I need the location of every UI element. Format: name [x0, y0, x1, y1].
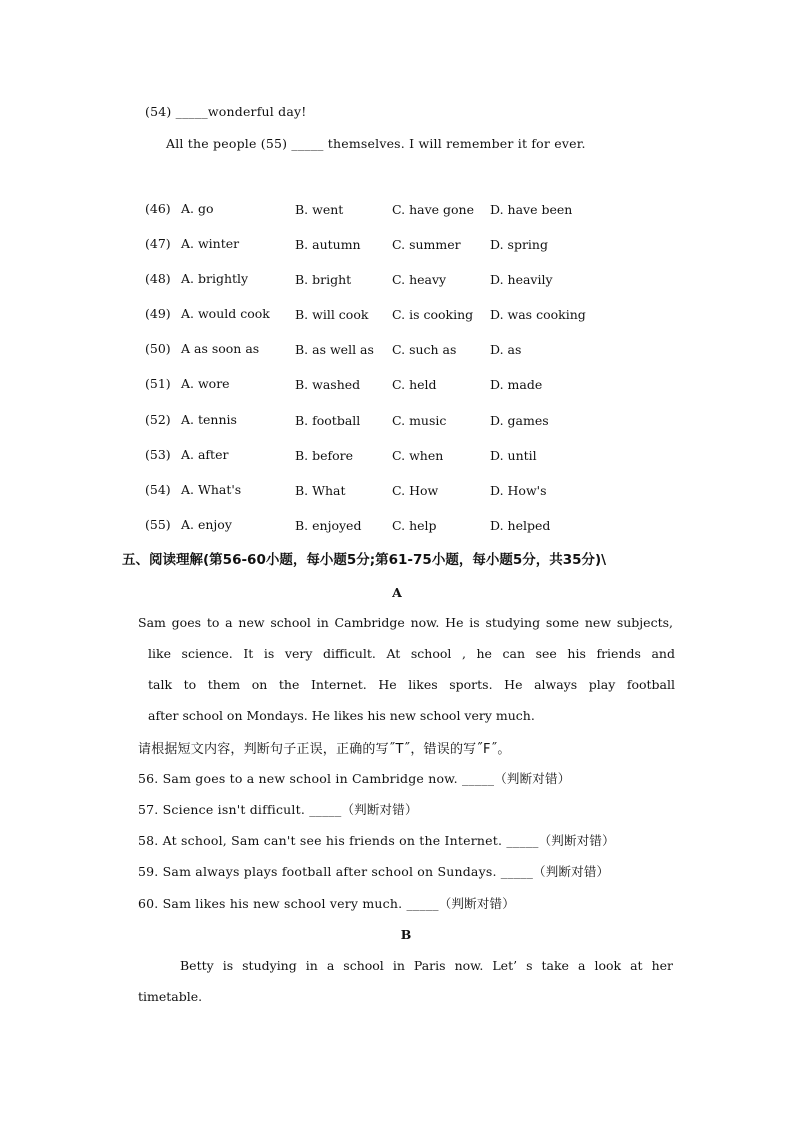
- option-c: C. held: [392, 377, 437, 392]
- tf-question: 60. Sam likes his new school very much. _____（判断对错）: [138, 896, 515, 911]
- option-b: B. enjoyed: [295, 518, 362, 533]
- option-c: C. heavy: [392, 272, 447, 287]
- question-number: (50): [145, 341, 171, 356]
- part-a-passage-line: Sam goes to a new school in Cambridge now. He is studying some new subjects,: [138, 615, 673, 630]
- option-b: B. went: [295, 202, 344, 217]
- option-c: C. when: [392, 448, 444, 463]
- question-number: (52): [145, 412, 171, 427]
- option-d: D. spring: [490, 237, 548, 252]
- option-b: B. washed: [295, 377, 361, 392]
- question-number: (46): [145, 201, 171, 216]
- part-a-passage-line: talk to them on the Internet. He likes sports. He always play football: [148, 677, 675, 692]
- option-b: B. before: [295, 448, 354, 463]
- option-a: A. winter: [181, 236, 240, 251]
- section-heading: 五、阅读理解(第56-60小题，每小题5分;第61-75小题，每小题5分，共35分)\: [122, 552, 607, 568]
- passage-line-55: All the people (55) _____ themselves. I will remember it for ever.: [166, 136, 586, 151]
- tf-question: 59. Sam always plays football after school on Sundays. _____（判断对错）: [138, 864, 610, 879]
- tf-question: 56. Sam goes to a new school in Cambridge now. _____（判断对错）: [138, 771, 571, 786]
- option-a: A. What's: [181, 482, 242, 497]
- option-a: A. go: [181, 201, 214, 216]
- option-d: D. as: [490, 342, 522, 357]
- option-d: D. made: [490, 377, 543, 392]
- question-number: (55): [145, 517, 171, 532]
- option-d: D. have been: [490, 202, 573, 217]
- question-number: (49): [145, 306, 171, 321]
- instruction: 请根据短文内容，判断句子正误，正确的写˝T˝，错误的写˝F˝。: [138, 742, 511, 757]
- option-b: B. as well as: [295, 342, 374, 357]
- option-d: D. games: [490, 413, 549, 428]
- option-b: B. What: [295, 483, 346, 498]
- option-a: A. enjoy: [181, 517, 232, 532]
- part-b-passage-line: timetable.: [138, 989, 203, 1004]
- tf-question: 57. Science isn't difficult. _____（判断对错）: [138, 802, 418, 817]
- part-b-label: B: [400, 927, 412, 942]
- option-d: D. heavily: [490, 272, 553, 287]
- option-a: A as soon as: [181, 341, 260, 356]
- option-c: C. music: [392, 413, 447, 428]
- option-c: C. summer: [392, 237, 461, 252]
- option-a: A. would cook: [181, 306, 270, 321]
- option-d: D. How's: [490, 483, 547, 498]
- option-c: C. have gone: [392, 202, 474, 217]
- option-c: C. is cooking: [392, 307, 474, 322]
- part-a-passage-line: like science. It is very difficult. At school , he can see his friends and: [148, 646, 675, 661]
- question-number: (54): [145, 482, 171, 497]
- question-number: (53): [145, 447, 171, 462]
- option-d: D. was cooking: [490, 307, 586, 322]
- tf-question: 58. At school, Sam can't see his friends on the Internet. _____（判断对错）: [138, 833, 615, 848]
- option-c: C. such as: [392, 342, 457, 357]
- question-number: (48): [145, 271, 171, 286]
- option-a: A. brightly: [181, 271, 249, 286]
- part-b-passage-line: Betty is studying in a school in Paris now. Let’ s take a look at her: [180, 958, 673, 973]
- option-b: B. will cook: [295, 307, 369, 322]
- option-b: B. bright: [295, 272, 352, 287]
- option-c: C. How: [392, 483, 439, 498]
- question-number: (47): [145, 236, 171, 251]
- part-a-passage-line: after school on Mondays. He likes his new school very much.: [148, 708, 535, 723]
- option-c: C. help: [392, 518, 437, 533]
- question-number: (51): [145, 376, 171, 391]
- option-a: A. tennis: [181, 412, 237, 427]
- part-a-label: A: [392, 585, 402, 600]
- option-d: D. helped: [490, 518, 551, 533]
- option-b: B. football: [295, 413, 361, 428]
- passage-line-54: (54) _____wonderful day!: [145, 104, 307, 119]
- option-b: B. autumn: [295, 237, 361, 252]
- option-a: A. wore: [181, 376, 230, 391]
- option-d: D. until: [490, 448, 537, 463]
- option-a: A. after: [181, 447, 229, 462]
